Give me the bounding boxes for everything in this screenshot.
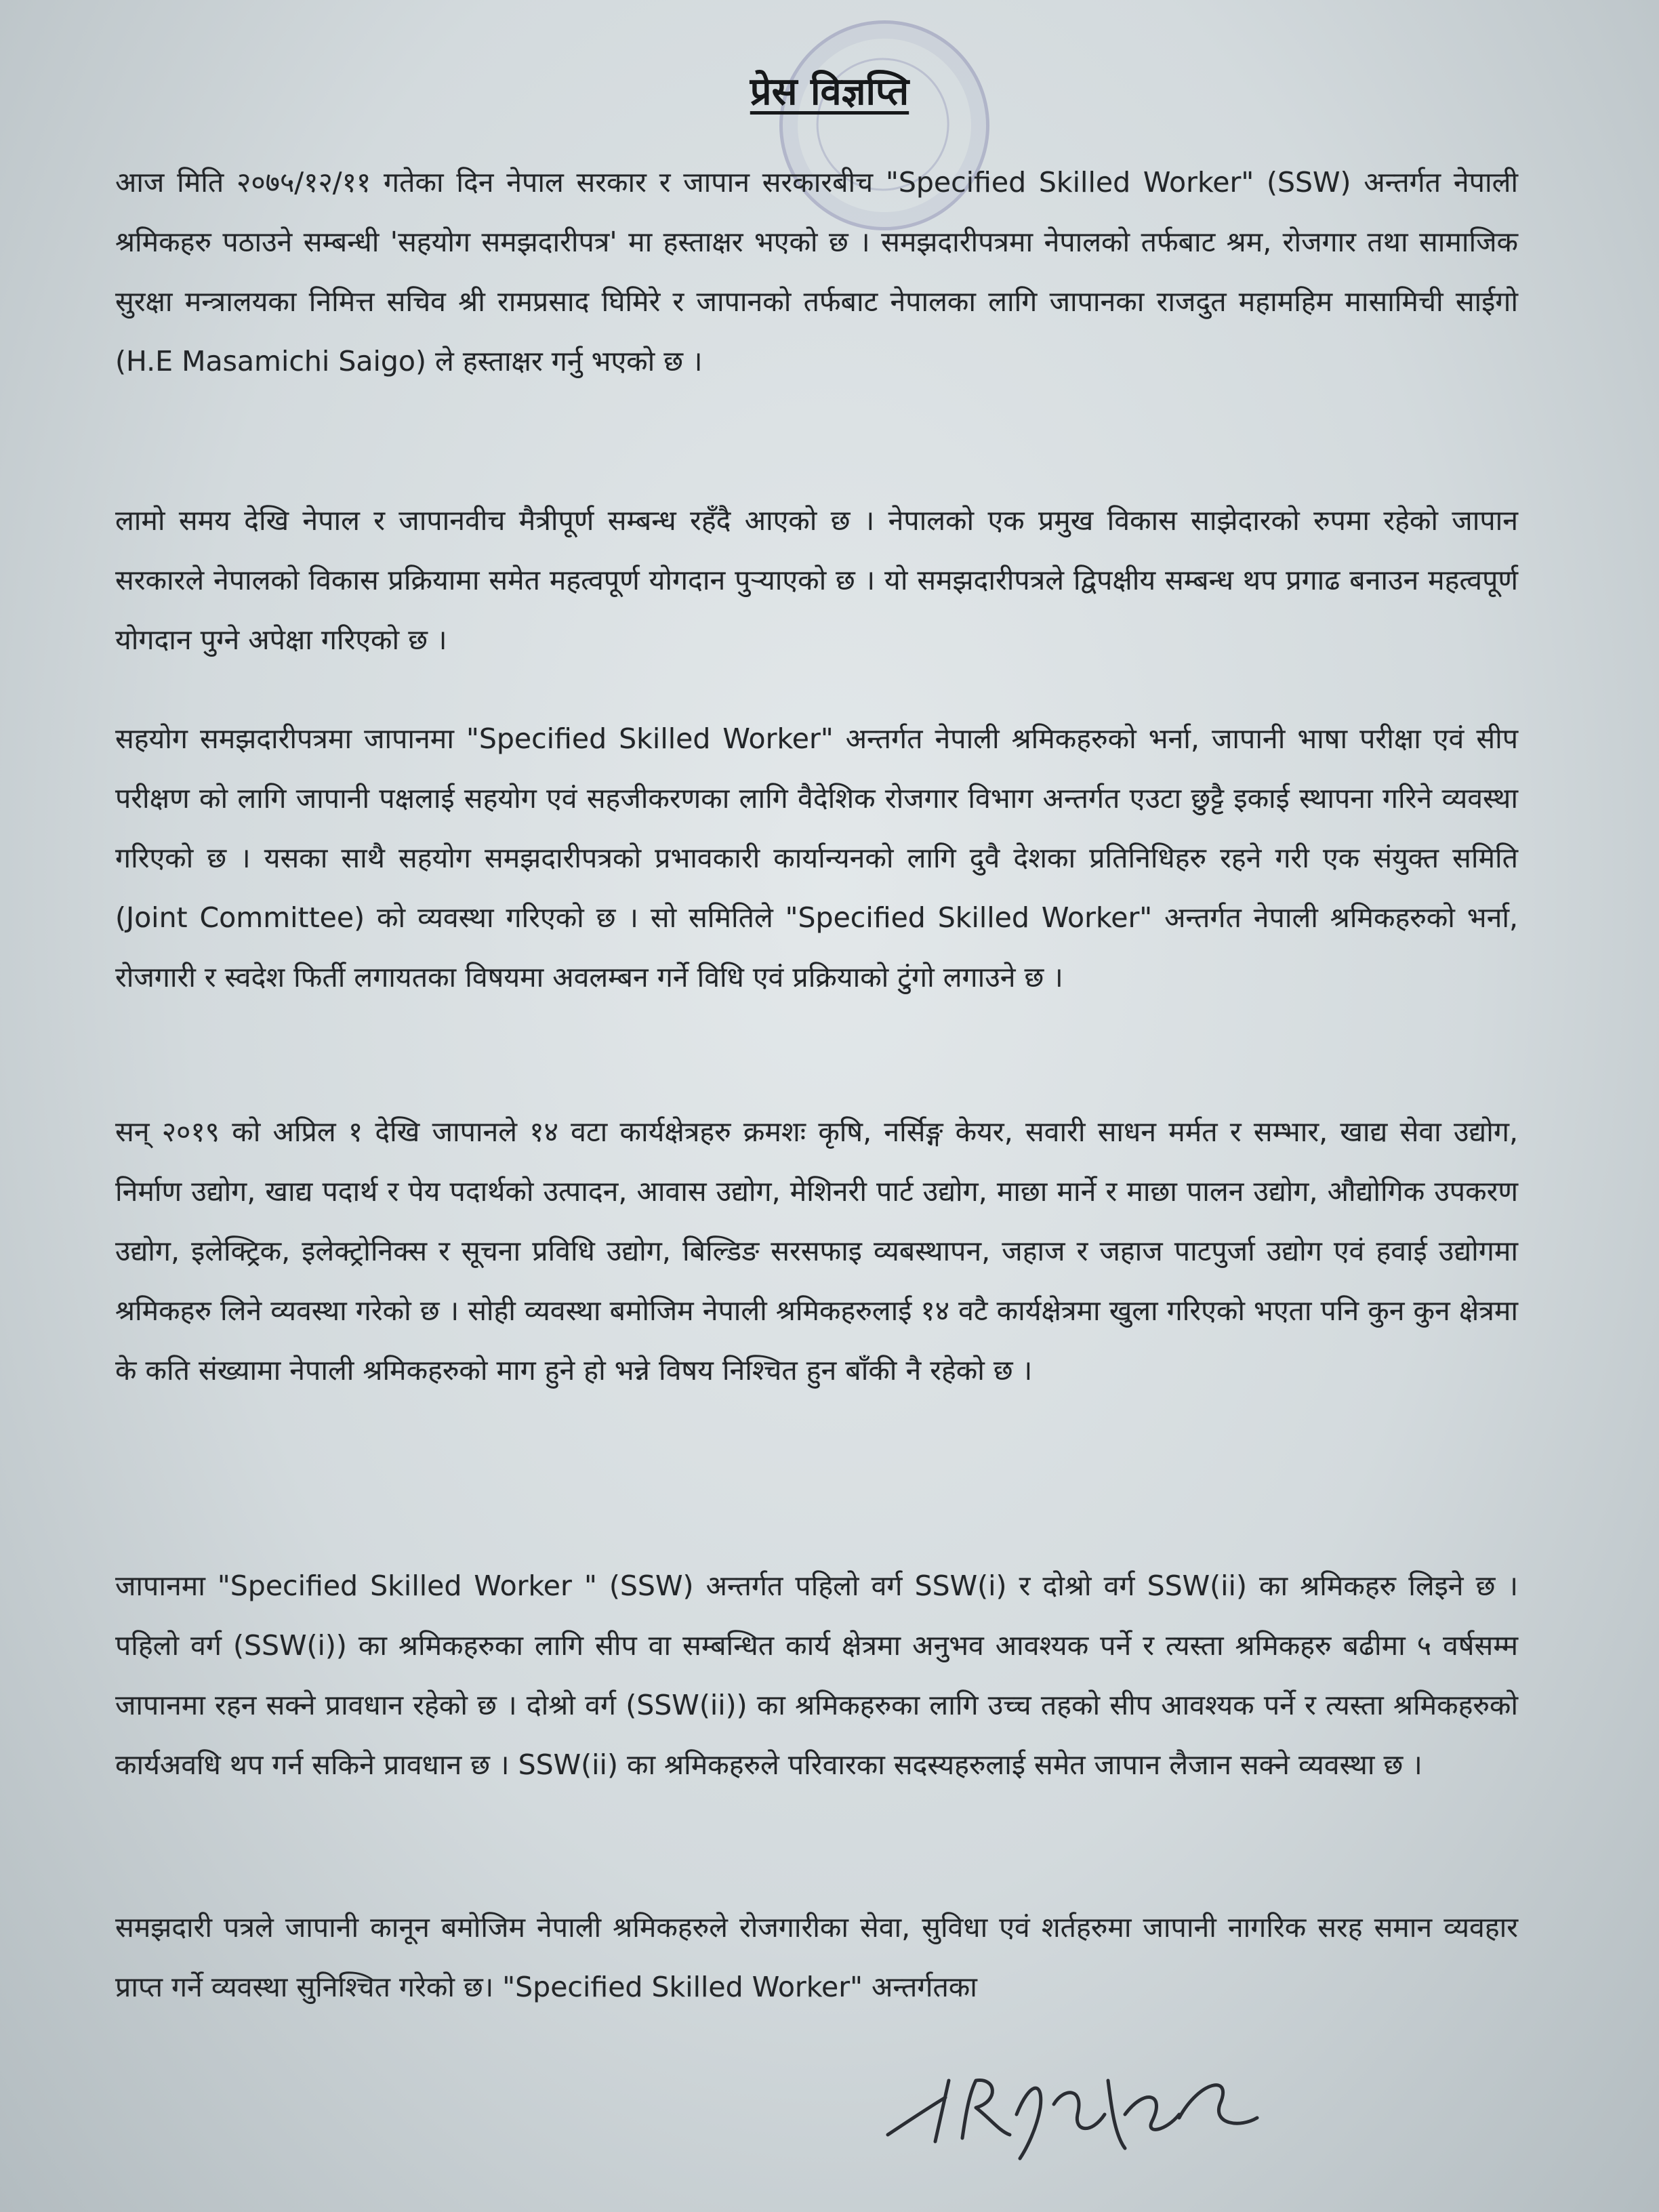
paragraph-2: लामो समय देखि नेपाल र जापानवीच मैत्रीपूर्ण सम्बन्ध रहँदै आएको छ । नेपालको एक प्रमुख विकास साझेदारको रुपमा रहेको जापान सरकारले नेपालको विकास प्रक्रियामा समेत महत्वपूर्ण योगदान पुऱ्याएको छ । यो समझदारीपत्रले द्विपक्षीय सम्बन्ध थप प्रगाढ बनाउन महत्वपूर्ण योगदान पुग्ने अपेक्षा गरिएको छ ।: [115, 504, 1518, 656]
paragraph-4: सन् २०१९ को अप्रिल १ देखि जापानले १४ वटा कार्यक्षेत्रहरु क्रमशः कृषि, नर्सिङ्ग केयर, सवारी साधन मर्मत र सम्भार, खाद्य सेवा उद्योग, निर्माण उद्योग, खाद्य पदार्थ र पेय पदार्थको उत्पादन, आवास उद्योग, मेशिनरी पार्ट उद्योग, माछा मार्ने र माछा पालन उद्योग, औद्योगिक उपकरण उद्योग, इलेक्ट्रिक, इलेक्ट्रोनिक्स र सूचना प्रविधि उद्योग, बिल्डिङ सरसफाइ व्यबस्थापन, जहाज र जहाज पाटपुर्जा उद्योग एवं हवाई उद्योगमा श्रमिकहरु लिने व्यवस्था गरेको छ । सोही व्यवस्था बमोजिम नेपाली श्रमिकहरुलाई १४ वटै कार्यक्षेत्रमा खुला गरिएको भएता पनि कुन कुन क्षेत्रमा के कति संख्यामा नेपाली श्रमिकहरुको माग हुने हो भन्ने विषय निश्चित हुन बाँकी नै रहेको छ ।: [115, 1115, 1518, 1387]
paragraph-5: जापानमा "Specified Skilled Worker " (SSW) अन्तर्गत पहिलो वर्ग SSW(i) र दोश्रो वर्ग SSW(ii) का श्रमिकहरु लिइने छ । पहिलो वर्ग (SSW(i)) का श्रमिकहरुका लागि सीप वा सम्बन्धित कार्य क्षेत्रमा अनुभव आवश्यक पर्ने र त्यस्ता श्रमिकहरु बढीमा ५ वर्षसम्म जापानमा रहन सक्ने प्रावधान रहेको छ । दोश्रो वर्ग (SSW(ii)) का श्रमिकहरुका लागि उच्च तहको सीप आवश्यक पर्ने र त्यस्ता श्रमिकहरुको कार्यअवधि थप गर्न सकिने प्रावधान छ । SSW(ii) का श्रमिकहरुले परिवारका सदस्यहरुलाई समेत जापान लैजान सक्ने व्यवस्था छ ।: [115, 1570, 1518, 1781]
press-release-title: प्रेस विज्ञप्ति: [750, 70, 909, 114]
handwritten-signature: [881, 2040, 1261, 2175]
paragraph-6: समझदारी पत्रले जापानी कानून बमोजिम नेपाली श्रमिकहरुले रोजगारीका सेवा, सुविधा एवं शर्तहरुमा जापानी नागरिक सरह समान व्यवहार प्राप्त गर्ने व्यवस्था सुनिश्चित गरेको छ। "Specified Skilled Worker" अन्तर्गतका: [115, 1911, 1518, 2003]
paragraph-1: आज मिति २०७५/१२/११ गतेका दिन नेपाल सरकार र जापान सरकारबीच "Specified Skilled Worker" (SSW) अन्तर्गत नेपाली श्रमिकहरु पठाउने सम्बन्धी 'सहयोग समझदारीपत्र' मा हस्ताक्षर भएको छ । समझदारीपत्रमा नेपालको तर्फबाट श्रम, रोजगार तथा सामाजिक सुरक्षा मन्त्रालयका निमित्त सचिव श्री रामप्रसाद घिमिरे र जापानको तर्फबाट नेपालका लागि जापानका राजदुत महामहिम मासामिची साईगो (H.E Masamichi Saigo) ले हस्ताक्षर गर्नु भएको छ ।: [115, 166, 1518, 377]
paragraph-3: सहयोग समझदारीपत्रमा जापानमा "Specified Skilled Worker" अन्तर्गत नेपाली श्रमिकहरुको भर्ना, जापानी भाषा परीक्षा एवं सीप परीक्षण को लागि जापानी पक्षलाई सहयोग एवं सहजीकरणका लागि वैदेशिक रोजगार विभाग अन्तर्गत एउटा छुट्टै इकाई स्थापना गरिने व्यवस्था गरिएको छ । यसका साथै सहयोग समझदारीपत्रको प्रभावकारी कार्यान्यनको लागि दुवै देशका प्रतिनिधिहरु रहने गरी एक संयुक्त समिति (Joint Committee) को व्यवस्था गरिएको छ । सो समितिले "Specified Skilled Worker" अन्तर्गत नेपाली श्रमिकहरुको भर्ना, रोजगारी र स्वदेश फिर्ती लगायतका विषयमा अवलम्बन गर्ने विधि एवं प्रक्रियाको टुंगो लगाउने छ ।: [115, 722, 1518, 994]
